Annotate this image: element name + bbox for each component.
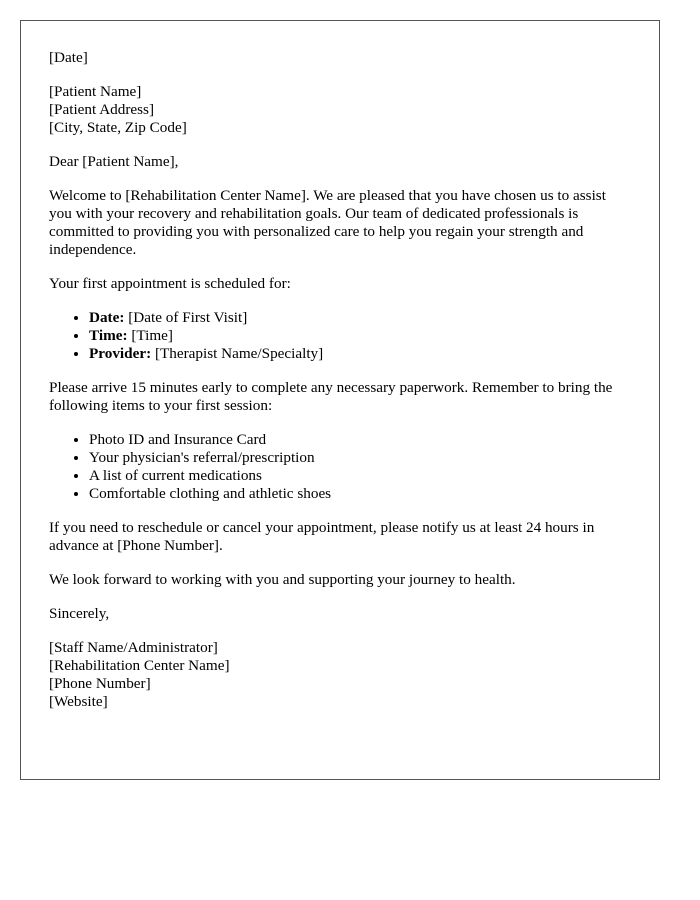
appointment-detail-value: [Date of First Visit]	[124, 309, 248, 326]
closing-paragraph: We look forward to working with you and supporting your journey to health.	[49, 571, 516, 588]
appointment-detail-label: Provider:	[89, 345, 152, 362]
signature-phone: [Phone Number]	[49, 675, 151, 692]
sign-off: Sincerely,	[49, 605, 110, 622]
signature-block	[49, 639, 631, 711]
letter-page	[20, 20, 660, 780]
appointment-detail-time	[89, 327, 631, 345]
arrival-paragraph: Please arrive 15 minutes early to complete any necessary paperwork. Remember to bring the following items to your first session:	[49, 379, 613, 414]
signature-staff-name: [Staff Name/Administrator]	[49, 639, 218, 656]
letter-date: [Date]	[49, 49, 88, 66]
appointment-details-list	[49, 309, 631, 363]
list-item: • Photo ID and Insurance Card	[89, 431, 631, 449]
signature-center-name: [Rehabilitation Center Name]	[49, 657, 230, 674]
list-item: • Your physician's referral/prescription	[89, 449, 631, 467]
appointment-detail-label: Date:	[89, 309, 125, 326]
salutation: Dear [Patient Name],	[49, 153, 179, 170]
appointment-detail-value: [Time]	[127, 327, 173, 344]
list-item: • A list of current medications	[89, 467, 631, 485]
items-to-bring-list	[49, 431, 631, 503]
appointment-detail-value: [Therapist Name/Specialty]	[151, 345, 324, 362]
signature-website: [Website]	[49, 693, 108, 710]
recipient-city-state-zip: [City, State, Zip Code]	[49, 119, 187, 136]
recipient-address-block	[49, 83, 631, 137]
appointment-detail-provider	[89, 345, 631, 363]
appointment-intro: Your first appointment is scheduled for:	[49, 275, 291, 292]
reschedule-paragraph: If you need to reschedule or cancel your appointment, please notify us at least 24 hours in advance at [Phone Number].	[49, 519, 595, 554]
appointment-detail-label: Time:	[89, 327, 128, 344]
recipient-address: [Patient Address]	[49, 101, 155, 118]
list-item: • Comfortable clothing and athletic shoes	[89, 485, 631, 503]
intro-paragraph: Welcome to [Rehabilitation Center Name]. We are pleased that you have chosen us to assist you with your recovery and rehabilitation goals. Our team of dedicated professionals is committed to providing you with personalized care to help you regain your strength and independence.	[49, 187, 606, 258]
appointment-detail-date	[89, 309, 631, 327]
recipient-name: [Patient Name]	[49, 83, 142, 100]
